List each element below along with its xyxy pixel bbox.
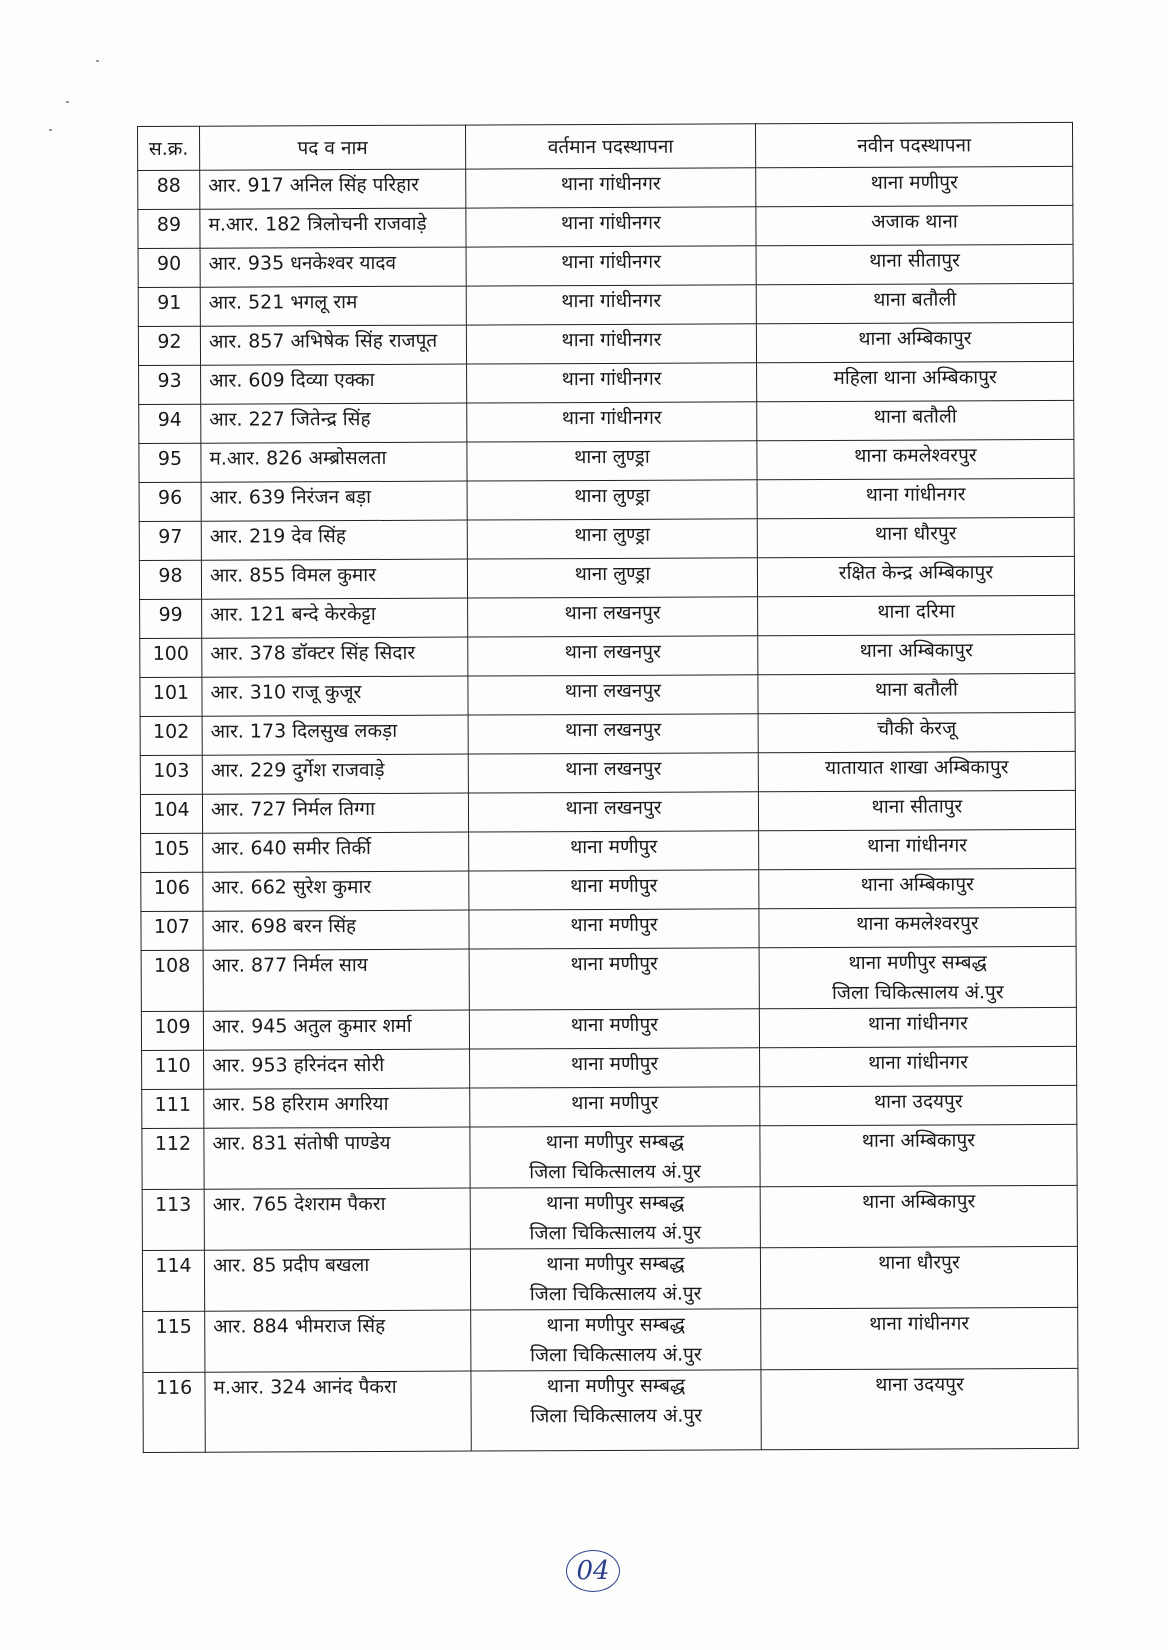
table-row — [140, 751, 1075, 794]
new-posting-cell — [758, 712, 1075, 752]
new-posting-line: थाना कमलेश्वरपुर — [856, 912, 979, 935]
table-row — [143, 1368, 1078, 1452]
current-posting-line: थाना मणीपुर — [570, 952, 658, 976]
new-posting-cell — [758, 751, 1075, 791]
new-posting-line: थाना मणीपुर — [870, 171, 958, 194]
serial-no-cell: 93 — [139, 365, 201, 404]
header-post-and-name: पद व नाम — [200, 125, 466, 170]
new-posting-line: थाना बतौली — [873, 288, 957, 311]
table-row — [142, 1046, 1077, 1089]
new-posting-line: थाना गांधीनगर — [867, 834, 968, 857]
current-posting-line: थाना लुण्ड्रा — [574, 562, 651, 586]
new-posting-cell — [756, 244, 1073, 284]
current-posting-line: थाना गांधीनगर — [561, 289, 662, 313]
current-posting-cell — [469, 909, 759, 949]
table-row — [140, 673, 1075, 716]
table-row — [138, 166, 1073, 209]
table-row — [141, 946, 1076, 1011]
current-posting-cell — [468, 636, 758, 676]
new-posting-line: थाना अम्बिकापुर — [858, 327, 972, 350]
table-row — [139, 361, 1074, 404]
table-row — [141, 868, 1076, 911]
post-and-name-cell: आर. 85 प्रदीप बखला — [204, 1249, 470, 1311]
new-posting-cell — [760, 1046, 1077, 1086]
serial-no-cell: 113 — [142, 1189, 204, 1250]
serial-no-cell: 90 — [138, 248, 200, 287]
serial-no-cell: 106 — [141, 872, 203, 911]
post-and-name-cell: आर. 229 दुर्गेश राजवाड़े — [202, 754, 468, 794]
serial-no-cell: 108 — [141, 950, 203, 1011]
current-posting-cell — [468, 597, 758, 637]
current-posting-line: थाना गांधीनगर — [561, 328, 662, 352]
new-posting-line: थाना सीतापुर — [871, 795, 963, 818]
post-and-name-cell: आर. 58 हरिराम अगरिया — [204, 1088, 470, 1128]
new-posting-cell — [757, 478, 1074, 518]
current-posting-line: जिला चिकित्सालय अं.पुर — [529, 1160, 701, 1184]
current-posting-line: थाना लखनपुर — [565, 796, 662, 820]
post-and-name-cell: आर. 662 सुरेश कुमार — [203, 871, 469, 911]
current-posting-line: थाना लखनपुर — [564, 601, 661, 625]
serial-no-cell: 105 — [141, 833, 203, 872]
new-posting-line: थाना अम्बिकापुर — [860, 873, 974, 896]
serial-no-cell: 98 — [139, 560, 201, 599]
current-posting-cell — [469, 831, 759, 871]
post-and-name-cell: आर. 935 धनकेश्वर यादव — [200, 247, 466, 287]
current-posting-line: जिला चिकित्सालय अं.पुर — [530, 1343, 702, 1367]
serial-no-cell: 94 — [139, 404, 201, 443]
new-posting-cell — [761, 1368, 1078, 1449]
serial-no-cell: 114 — [142, 1250, 204, 1311]
current-posting-cell — [466, 207, 756, 247]
post-and-name-cell: आर. 884 भीमराज सिंह — [205, 1310, 471, 1372]
post-and-name-cell: आर. 310 राजू कुजूर — [202, 676, 468, 716]
current-posting-cell — [466, 285, 756, 325]
current-posting-line: जिला चिकित्सालय अं.पुर — [529, 1221, 702, 1245]
table-row — [140, 634, 1075, 677]
serial-no-cell: 112 — [142, 1128, 204, 1189]
new-posting-cell — [758, 790, 1075, 830]
serial-no-cell: 101 — [140, 677, 202, 716]
serial-no-cell: 104 — [140, 794, 202, 833]
new-posting-cell — [756, 283, 1073, 323]
post-and-name-cell: आर. 765 देशराम पैकरा — [204, 1188, 470, 1250]
table-row — [138, 322, 1073, 365]
scan-speck — [66, 101, 69, 103]
serial-no-cell: 96 — [139, 482, 201, 521]
table-row — [142, 1085, 1077, 1128]
new-posting-cell — [757, 439, 1074, 479]
table-header-row — [138, 122, 1073, 170]
table-row — [138, 244, 1073, 287]
new-posting-line: थाना अम्बिकापुर — [861, 1129, 976, 1152]
post-and-name-cell: आर. 877 निर्मल साय — [203, 949, 469, 1011]
new-posting-cell — [757, 556, 1074, 596]
serial-no-cell: 95 — [139, 443, 201, 482]
table-row — [140, 790, 1075, 833]
current-posting-cell — [467, 519, 757, 559]
current-posting-line: थाना लखनपुर — [565, 757, 662, 781]
new-posting-cell — [757, 361, 1074, 401]
new-posting-line: थाना गांधीनगर — [865, 483, 966, 506]
serial-no-cell: 92 — [138, 326, 200, 365]
post-and-name-cell: आर. 945 अतुल कुमार शर्मा — [203, 1010, 469, 1050]
post-and-name-cell: आर. 831 संतोषी पाण्डेय — [204, 1127, 470, 1189]
serial-no-cell: 109 — [141, 1011, 203, 1050]
post-and-name-cell: आर. 698 बरन सिंह — [203, 910, 469, 950]
current-posting-line: थाना गांधीनगर — [561, 406, 662, 430]
current-posting-line: थाना गांधीनगर — [560, 172, 661, 196]
new-posting-cell — [759, 829, 1076, 869]
current-posting-line: थाना मणीपुर सम्बद्ध — [545, 1130, 685, 1154]
post-and-name-cell: म.आर. 324 आनंद पैकरा — [205, 1371, 471, 1452]
serial-no-cell: 97 — [139, 521, 201, 560]
current-posting-cell — [471, 1309, 761, 1371]
current-posting-line: थाना गांधीनगर — [561, 367, 662, 391]
new-posting-line: रक्षित केन्द्र अम्बिकापुर — [838, 561, 994, 584]
current-posting-cell — [470, 1126, 760, 1188]
new-posting-line: थाना उदयपुर — [875, 1373, 964, 1396]
current-posting-line: थाना मणीपुर — [570, 913, 658, 937]
new-posting-cell — [760, 1185, 1077, 1247]
new-posting-line: थाना गांधीनगर — [867, 1012, 968, 1035]
current-posting-line: थाना मणीपुर सम्बद्ध — [546, 1313, 685, 1337]
serial-no-cell: 99 — [140, 599, 202, 638]
current-posting-cell — [471, 1370, 761, 1451]
new-posting-line: थाना दरिमा — [877, 600, 955, 623]
current-posting-line: जिला चिकित्सालय अं.पुर — [530, 1404, 702, 1428]
current-posting-line: थाना मणीपुर सम्बद्ध — [546, 1252, 685, 1276]
current-posting-line: थाना लुण्ड्रा — [574, 523, 651, 547]
new-posting-cell — [757, 400, 1074, 440]
serial-no-cell: 103 — [140, 755, 202, 794]
table-row — [143, 1307, 1078, 1372]
current-posting-line: थाना मणीपुर — [570, 1013, 659, 1037]
scan-speck — [49, 129, 52, 131]
table-row — [141, 907, 1076, 950]
new-posting-line: जिला चिकित्सालय अं.पुर — [831, 981, 1004, 1004]
post-and-name-cell: म.आर. 826 अम्ब्रोसलता — [201, 442, 467, 482]
current-posting-line: थाना लखनपुर — [565, 718, 662, 742]
serial-no-cell: 88 — [138, 170, 200, 209]
post-and-name-cell: आर. 227 जितेन्द्र सिंह — [201, 403, 467, 443]
serial-no-cell: 116 — [143, 1372, 205, 1452]
new-posting-line: थाना अम्बिकापुर — [862, 1190, 976, 1213]
header-new-posting: नवीन पदस्थापना — [755, 122, 1072, 167]
new-posting-cell — [756, 205, 1073, 245]
serial-no-cell: 107 — [141, 911, 203, 950]
new-posting-cell — [761, 1307, 1078, 1369]
current-posting-cell — [466, 324, 756, 364]
serial-no-cell: 111 — [142, 1089, 204, 1128]
new-posting-line: थाना गांधीनगर — [868, 1051, 969, 1074]
new-posting-cell — [759, 1007, 1076, 1047]
serial-no-cell: 110 — [142, 1050, 204, 1089]
new-posting-cell — [758, 673, 1075, 713]
new-posting-line: थाना अम्बिकापुर — [859, 639, 973, 662]
new-posting-cell — [760, 1124, 1077, 1186]
new-posting-cell — [756, 322, 1073, 362]
current-posting-line: थाना मणीपुर — [571, 1091, 659, 1115]
current-posting-cell — [469, 1009, 759, 1049]
new-posting-line: अजाक थाना — [871, 210, 958, 233]
post-and-name-cell: आर. 521 भगलू राम — [200, 286, 466, 326]
current-posting-cell — [468, 792, 758, 832]
new-posting-line: महिला थाना अम्बिकापुर — [833, 366, 997, 389]
post-and-name-cell: आर. 857 अभिषेक सिंह राजपूत — [200, 325, 466, 365]
new-posting-cell — [759, 907, 1076, 947]
new-posting-line: थाना उदयपुर — [873, 1090, 963, 1113]
post-and-name-cell: आर. 917 अनिल सिंह परिहार — [200, 169, 466, 209]
current-posting-line: थाना लुण्ड्रा — [574, 445, 650, 469]
table-row — [139, 556, 1074, 599]
current-posting-cell — [467, 558, 757, 598]
current-posting-line: जिला चिकित्सालय अं.पुर — [529, 1282, 702, 1306]
current-posting-cell — [466, 246, 756, 286]
current-posting-cell — [470, 1087, 760, 1127]
new-posting-cell — [760, 1246, 1077, 1308]
serial-no-cell: 102 — [140, 716, 202, 755]
current-posting-cell — [469, 948, 759, 1010]
new-posting-line: थाना मणीपुर सम्बद्ध — [848, 951, 987, 974]
table-row — [142, 1246, 1077, 1311]
table-row — [141, 1007, 1076, 1050]
table-row — [140, 595, 1075, 638]
table-row — [140, 712, 1075, 755]
current-posting-line: थाना लुण्ड्रा — [574, 484, 650, 508]
post-and-name-cell: आर. 121 बन्दे केरकेट्टा — [202, 598, 468, 638]
new-posting-line: चौकी केरजू — [877, 717, 957, 740]
current-posting-line: थाना लखनपुर — [564, 640, 661, 664]
current-posting-line: थाना मणीपुर सम्बद्ध — [546, 1191, 685, 1215]
post-and-name-cell: आर. 173 दिलसुख लकड़ा — [202, 715, 468, 755]
serial-no-cell: 100 — [140, 638, 202, 677]
new-posting-line: थाना बतौली — [873, 405, 957, 428]
new-posting-cell — [759, 868, 1076, 908]
transfer-table — [137, 122, 1079, 1453]
new-posting-cell — [760, 1085, 1077, 1125]
new-posting-line: थाना धौरपुर — [878, 1251, 960, 1274]
scan-speck — [96, 60, 99, 62]
table-row — [139, 400, 1074, 443]
table-row — [142, 1124, 1077, 1189]
post-and-name-cell: आर. 639 निरंजन बड़ा — [201, 481, 467, 521]
current-posting-line: थाना लखनपुर — [564, 679, 662, 703]
post-and-name-cell: आर. 953 हरिनंदन सोरी — [204, 1049, 470, 1089]
serial-no-cell: 89 — [138, 209, 200, 248]
post-and-name-cell: आर. 378 डॉक्टर सिंह सिदार — [202, 637, 468, 677]
header-serial-no: स.क्र. — [138, 126, 200, 170]
current-posting-cell — [468, 753, 758, 793]
table-row — [141, 829, 1076, 872]
current-posting-cell — [467, 402, 757, 442]
page-number: 04 — [566, 1550, 620, 1592]
current-posting-cell — [467, 480, 757, 520]
new-posting-cell — [759, 946, 1076, 1008]
serial-no-cell: 91 — [138, 287, 200, 326]
table-row — [139, 517, 1074, 560]
new-posting-line: थाना धौरपुर — [874, 522, 957, 545]
post-and-name-cell: आर. 219 देव सिंह — [201, 520, 467, 560]
current-posting-line: थाना मणीपुर सम्बद्ध — [546, 1374, 686, 1398]
header-current-posting: वर्तमान पदस्थापना — [465, 124, 755, 169]
post-and-name-cell: आर. 855 विमल कुमार — [201, 559, 467, 599]
table-row — [142, 1185, 1077, 1250]
new-posting-line: थाना कमलेश्वरपुर — [854, 444, 977, 467]
table-row — [138, 205, 1073, 248]
current-posting-line: थाना मणीपुर — [570, 874, 658, 898]
current-posting-cell — [467, 363, 757, 403]
current-posting-line: थाना मणीपुर — [570, 835, 658, 859]
post-and-name-cell: म.आर. 182 त्रिलोचनी राजवाड़े — [200, 208, 466, 248]
current-posting-cell — [469, 870, 759, 910]
post-and-name-cell: आर. 727 निर्मल तिग्गा — [202, 793, 468, 833]
new-posting-line: थाना सीतापुर — [869, 249, 960, 272]
current-posting-cell — [468, 675, 758, 715]
post-and-name-cell: आर. 609 दिव्या एक्का — [201, 364, 467, 404]
new-posting-line: यातायात शाखा अम्बिकापुर — [825, 756, 1009, 780]
current-posting-cell — [467, 441, 757, 481]
table-row — [139, 439, 1074, 482]
table-body — [138, 166, 1079, 1452]
post-and-name-cell: आर. 640 समीर तिर्की — [203, 832, 469, 872]
new-posting-cell — [756, 166, 1073, 206]
table-row — [138, 283, 1073, 326]
new-posting-line: थाना गांधीनगर — [869, 1312, 970, 1335]
serial-no-cell: 115 — [143, 1311, 205, 1372]
new-posting-cell — [758, 595, 1075, 635]
current-posting-line: थाना गांधीनगर — [561, 250, 662, 274]
current-posting-line: थाना गांधीनगर — [560, 211, 661, 235]
current-posting-cell — [470, 1187, 760, 1249]
current-posting-cell — [468, 714, 758, 754]
table-row — [139, 478, 1074, 521]
new-posting-line: थाना बतौली — [874, 678, 958, 701]
current-posting-cell — [466, 168, 756, 208]
current-posting-line: थाना मणीपुर — [570, 1052, 659, 1076]
current-posting-cell — [470, 1248, 760, 1310]
new-posting-cell — [758, 634, 1075, 674]
current-posting-cell — [470, 1048, 760, 1088]
new-posting-cell — [757, 517, 1074, 557]
